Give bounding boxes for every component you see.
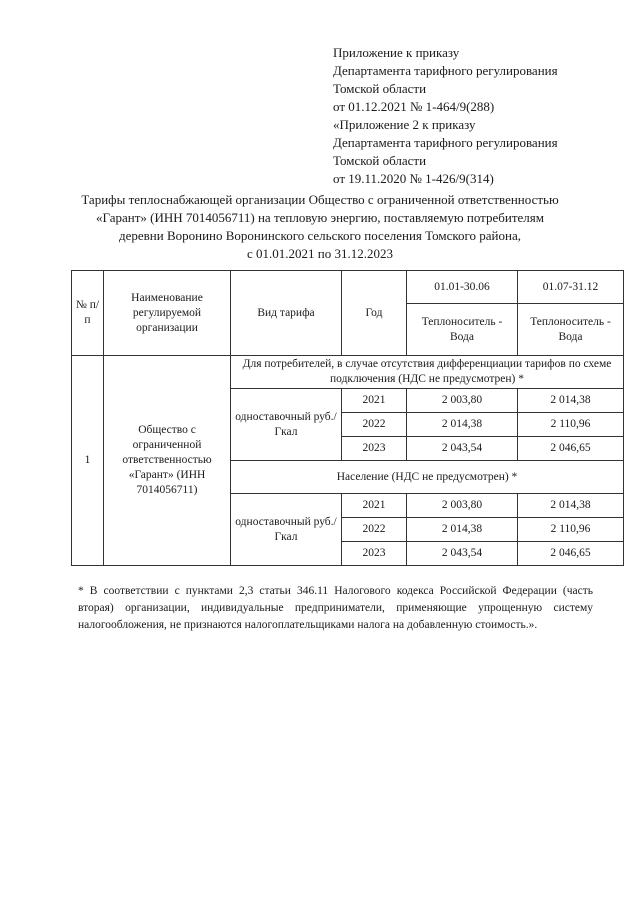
year-cell: 2022	[342, 518, 407, 542]
tariff-value-cell: 2 110,96	[518, 518, 624, 542]
header-cell-organization: Наименование регулируемой организации	[104, 271, 231, 356]
header-line: от 01.12.2021 № 1-464/9(288)	[333, 99, 495, 114]
year-cell: 2023	[342, 437, 407, 461]
tariff-value-cell: 2 014,38	[407, 413, 518, 437]
tariff-value-cell: 2 003,80	[407, 494, 518, 518]
title-line: с 01.01.2021 по 31.12.2023	[247, 246, 393, 261]
header-cell-tariff-type: Вид тарифа	[231, 271, 342, 356]
section-caption: Население (НДС не предусмотрен) *	[231, 461, 624, 494]
tariff-value-cell: 2 014,38	[518, 389, 624, 413]
organization-cell: Общество с ограниченной ответственностью «Гарант» (ИНН 7014056711)	[104, 356, 231, 566]
header-cell-year: Год	[342, 271, 407, 356]
order-reference-block	[333, 44, 623, 188]
title-line: деревни Воронино Воронинского сельского поселения Томского района,	[119, 228, 521, 243]
header-cell-period-1: 01.01-30.06	[407, 271, 518, 304]
document-title	[40, 191, 600, 263]
tariff-value-cell: 2 046,65	[518, 437, 624, 461]
year-cell: 2021	[342, 494, 407, 518]
header-cell-carrier-2: Теплоноситель - Вода	[518, 304, 624, 356]
vat-footnote: * В соответствии с пунктами 2,3 статьи 346.11 Налогового кодекса Российской Федерации (часть вторая) организации, индивидуальные предприниматели, применяющие упрощенную систему налогообложения, не признаются налогоплательщиками налога на добавленную стоимость.».	[78, 585, 593, 631]
header-line: Томской области	[333, 81, 427, 96]
header-line: Департамента тарифного регулирования	[333, 135, 558, 150]
tariff-table	[71, 270, 624, 566]
tariff-value-cell: 2 014,38	[518, 494, 624, 518]
title-line: «Гарант» (ИНН 7014056711) на тепловую энергию, поставляемую потребителям	[96, 210, 544, 225]
section-caption: Для потребителей, в случае отсутствия дифференциации тарифов по схеме подключения (НДС не предусмотрен) *	[231, 356, 624, 389]
tariff-type-cell: одноставочный руб./Гкал	[231, 389, 342, 461]
tariff-value-cell: 2 046,65	[518, 542, 624, 566]
row-number-cell: 1	[72, 356, 104, 566]
section-caption-row	[72, 356, 624, 389]
header-cell-period-2: 01.07-31.12	[518, 271, 624, 304]
tariff-value-cell: 2 014,38	[407, 518, 518, 542]
header-line: Департамента тарифного регулирования	[333, 63, 558, 78]
tariff-value-cell: 2 043,54	[407, 437, 518, 461]
header-line: Томской области	[333, 153, 427, 168]
year-cell: 2021	[342, 389, 407, 413]
header-cell-num: № п/п	[72, 271, 104, 356]
tariff-type-cell: одноставочный руб./Гкал	[231, 494, 342, 566]
header-cell-carrier-1: Теплоноситель - Вода	[407, 304, 518, 356]
tariff-value-cell: 2 003,80	[407, 389, 518, 413]
tariff-value-cell: 2 110,96	[518, 413, 624, 437]
title-line: Тарифы теплоснабжающей организации Общество с ограниченной ответственностью	[81, 192, 559, 207]
year-cell: 2022	[342, 413, 407, 437]
header-line: от 19.11.2020 № 1-426/9(314)	[333, 171, 494, 186]
year-cell: 2023	[342, 542, 407, 566]
tariff-value-cell: 2 043,54	[407, 542, 518, 566]
header-row	[72, 271, 624, 304]
header-line: «Приложение 2 к приказу	[333, 117, 476, 132]
header-line: Приложение к приказу	[333, 45, 460, 60]
